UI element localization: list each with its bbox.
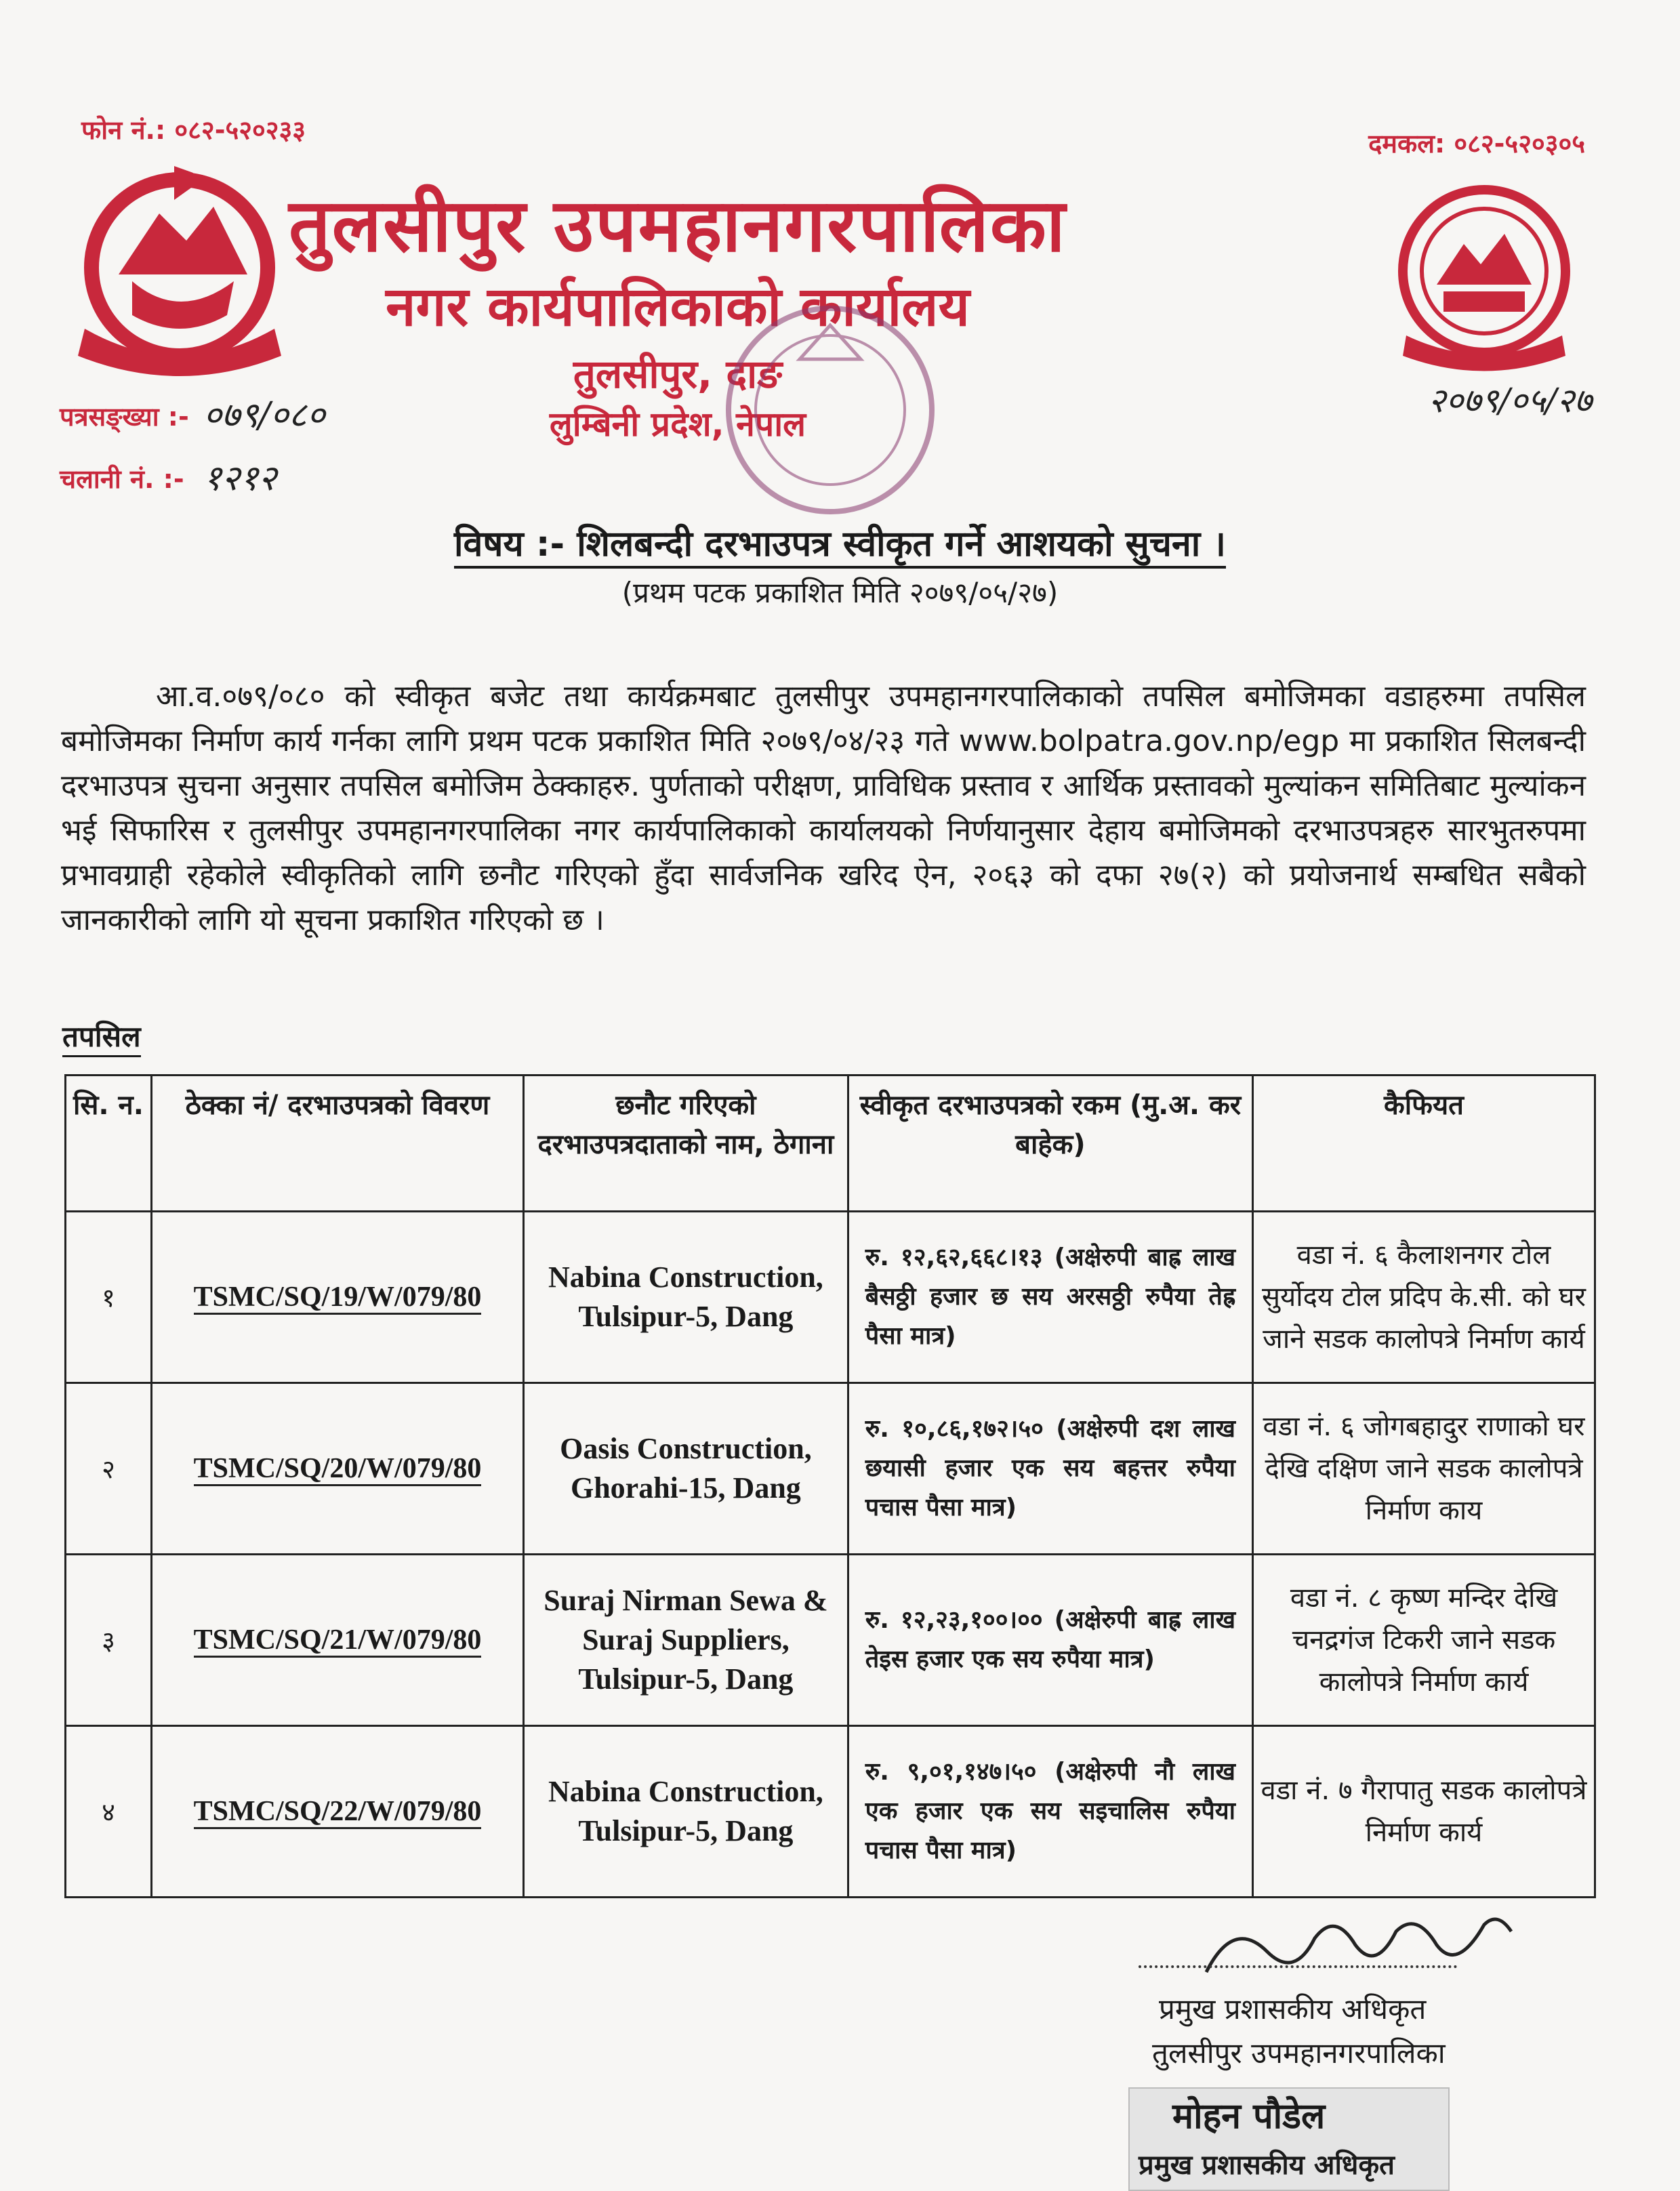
subject-text: विषय :- शिलबन्दी दरभाउपत्र स्वीकृत गर्ने आशयको सुचना । — [454, 524, 1226, 569]
row-contract-code — [151, 1383, 523, 1555]
row-serial: ४ — [66, 1726, 152, 1898]
signatory-name: मोहन पौडेल — [1172, 2096, 1326, 2137]
office-location: तुलसीपुर, दाङ — [573, 351, 783, 397]
row-serial: १ — [66, 1212, 152, 1383]
contract-table — [64, 1074, 1596, 1898]
handwritten-signature — [1193, 1904, 1518, 1992]
signatory-designation: प्रमुख प्रशासकीय अधिकृत — [1159, 1992, 1427, 2026]
dispatch-number-value: १२१२ — [203, 458, 277, 499]
dispatch-number-label: चलानी नं. :- — [60, 464, 184, 494]
table-header-row — [66, 1076, 1595, 1212]
fire-brigade-number: दमकल: ०८२-५२०३०५ — [1368, 129, 1585, 159]
notice-subject — [0, 518, 1680, 567]
row-contract-code — [151, 1212, 523, 1383]
table-row — [66, 1383, 1595, 1555]
reference-number-value: ०७९/०८० — [203, 395, 325, 436]
municipality-title: तुलसीपुर उपमहानगरपालिका — [289, 184, 1067, 268]
office-seal-stamp — [718, 298, 942, 529]
row-contract-code — [151, 1555, 523, 1726]
row-amount: रु. ९,०१,१४७।५० (अक्षेरुपी नौ लाख एक हजार एक सय सइचालिस रुपैया पचास पैसा मात्र) — [848, 1726, 1252, 1898]
row-bidder: Nabina Construction, Tulsipur-5, Dang — [524, 1212, 848, 1383]
notice-body-paragraph: आ.व.०७९/०८० को स्वीकृत बजेट तथा कार्यक्रमबाट तुलसीपुर उपमहानगरपालिकाको तपसिल बमोजिमका वडाहरुमा तपसिल बमोजिमका निर्माण कार्य गर्नका लागि प्रथम पटक प्रकाशित मिति २०७९/०४/२३ गते www.bolpatra.gov.np/egp मा प्रकाशित सिलबन्दी दरभाउपत्र सुचना अनुसार तपसिल बमोजिम ठेक्काहरु. पुर्णताको परीक्षण, प्राविधिक प्रस्ताव र आर्थिक प्रस्तावको मुल्यांकन समितिबाट मुल्यांकन भई सिफारिस र तुलसीपुर उपमहानगरपालिका नगर कार्यपालिकाको कार्यालयको निर्णयानुसार देहाय बमोजिमको दरभाउपत्रहरु सारभुतरुपमा प्रभावग्राही रहेकोले स्वीकृतिको लागि छनौट गरिएको हुँदा सार्वजनिक खरिद ऐन, २०६३ को दफा २७(२) को प्रयोजनार्थ सम्बधित सबैको जानकारीको लागि यो सूचना प्रकाशित गरिएको छ । — [61, 679, 1586, 937]
signatory-office: तुलसीपुर उपमहानगरपालिका — [1152, 2036, 1446, 2070]
contract-code-text: TSMC/SQ/22/W/079/80 — [194, 1796, 482, 1829]
contract-code-text: TSMC/SQ/19/W/079/80 — [194, 1282, 482, 1315]
row-bidder: Suraj Nirman Sewa & Suraj Suppliers, Tulsipur-5, Dang — [524, 1555, 848, 1726]
municipality-logo — [1379, 169, 1589, 373]
header-bidder: छनौट गरिएको दरभाउपत्रदाताको नाम, ठेगाना — [524, 1076, 848, 1212]
header-contract-no: ठेक्का नं/ दरभाउपत्रको विवरण — [151, 1076, 523, 1212]
signatory-name-title: प्रमुख प्रशासकीय अधिकृत — [1139, 2150, 1395, 2181]
schedule-heading: तपसिल — [62, 1017, 141, 1057]
row-contract-code — [151, 1726, 523, 1898]
row-remarks: वडा नं. ६ कैलाशनगर टोल सुर्योदय टोल प्रदिप के.सी. को घर जाने सडक कालोपत्रे निर्माण कार्य — [1253, 1212, 1595, 1383]
header-remarks: कैफियत — [1253, 1076, 1595, 1212]
table-row — [66, 1555, 1595, 1726]
header-serial: सि. न. — [66, 1076, 152, 1212]
row-remarks: वडा नं. ८ कृष्ण मन्दिर देखि चनद्रगंज टिकरी जाने सडक कालोपत्रे निर्माण कार्य — [1253, 1555, 1595, 1726]
row-bidder: Nabina Construction, Tulsipur-5, Dang — [524, 1726, 848, 1898]
row-amount: रु. १२,६२,६६८।१३ (अक्षेरुपी बाह्र लाख बैसठ्ठी हजार छ सय अरसठ्ठी रुपैया तेह्र पैसा मात्र) — [848, 1212, 1252, 1383]
row-serial: ३ — [66, 1555, 152, 1726]
row-amount: रु. १०,८६,१७२।५० (अक्षेरुपी दश लाख छयासी हजार एक सय बहत्तर रुपैया पचास पैसा मात्र) — [848, 1383, 1252, 1555]
reference-number-label: पत्रसङ्ख्या :- — [60, 402, 189, 432]
letter-date: २०७९/०५/२७ — [1428, 381, 1592, 420]
contract-code-text: TSMC/SQ/21/W/079/80 — [194, 1624, 482, 1658]
header-amount: स्वीकृत दरभाउपत्रको रकम (मु.अ. कर बाहेक) — [848, 1076, 1252, 1212]
row-remarks: वडा नं. ७ गैरापातु सडक कालोपत्रे निर्माण कार्य — [1253, 1726, 1595, 1898]
contract-code-text: TSMC/SQ/20/W/079/80 — [194, 1453, 482, 1486]
office-province: लुम्बिनी प्रदेश, नेपाल — [549, 405, 806, 444]
row-bidder: Oasis Construction, Ghorahi-15, Dang — [524, 1383, 848, 1555]
publication-date: (प्रथम पटक प्रकाशित मिति २०७९/०५/२७) — [621, 576, 1059, 609]
office-title: नगर कार्यपालिकाको कार्यालय — [386, 275, 970, 338]
table-row — [66, 1212, 1595, 1383]
row-serial: २ — [66, 1383, 152, 1555]
signature-line — [1139, 1965, 1457, 1968]
row-remarks: वडा नं. ६ जोगबहादुर राणाको घर देखि दक्षिण जाने सडक कालोपत्रे निर्माण काय — [1253, 1383, 1595, 1555]
phone-number: फोन नं.: ०८२-५२०२३३ — [81, 115, 306, 145]
table-row — [66, 1726, 1595, 1898]
row-amount: रु. १२,२३,१००।०० (अक्षेरुपी बाह्र लाख तेइस हजार एक सय रुपैया मात्र) — [848, 1555, 1252, 1726]
